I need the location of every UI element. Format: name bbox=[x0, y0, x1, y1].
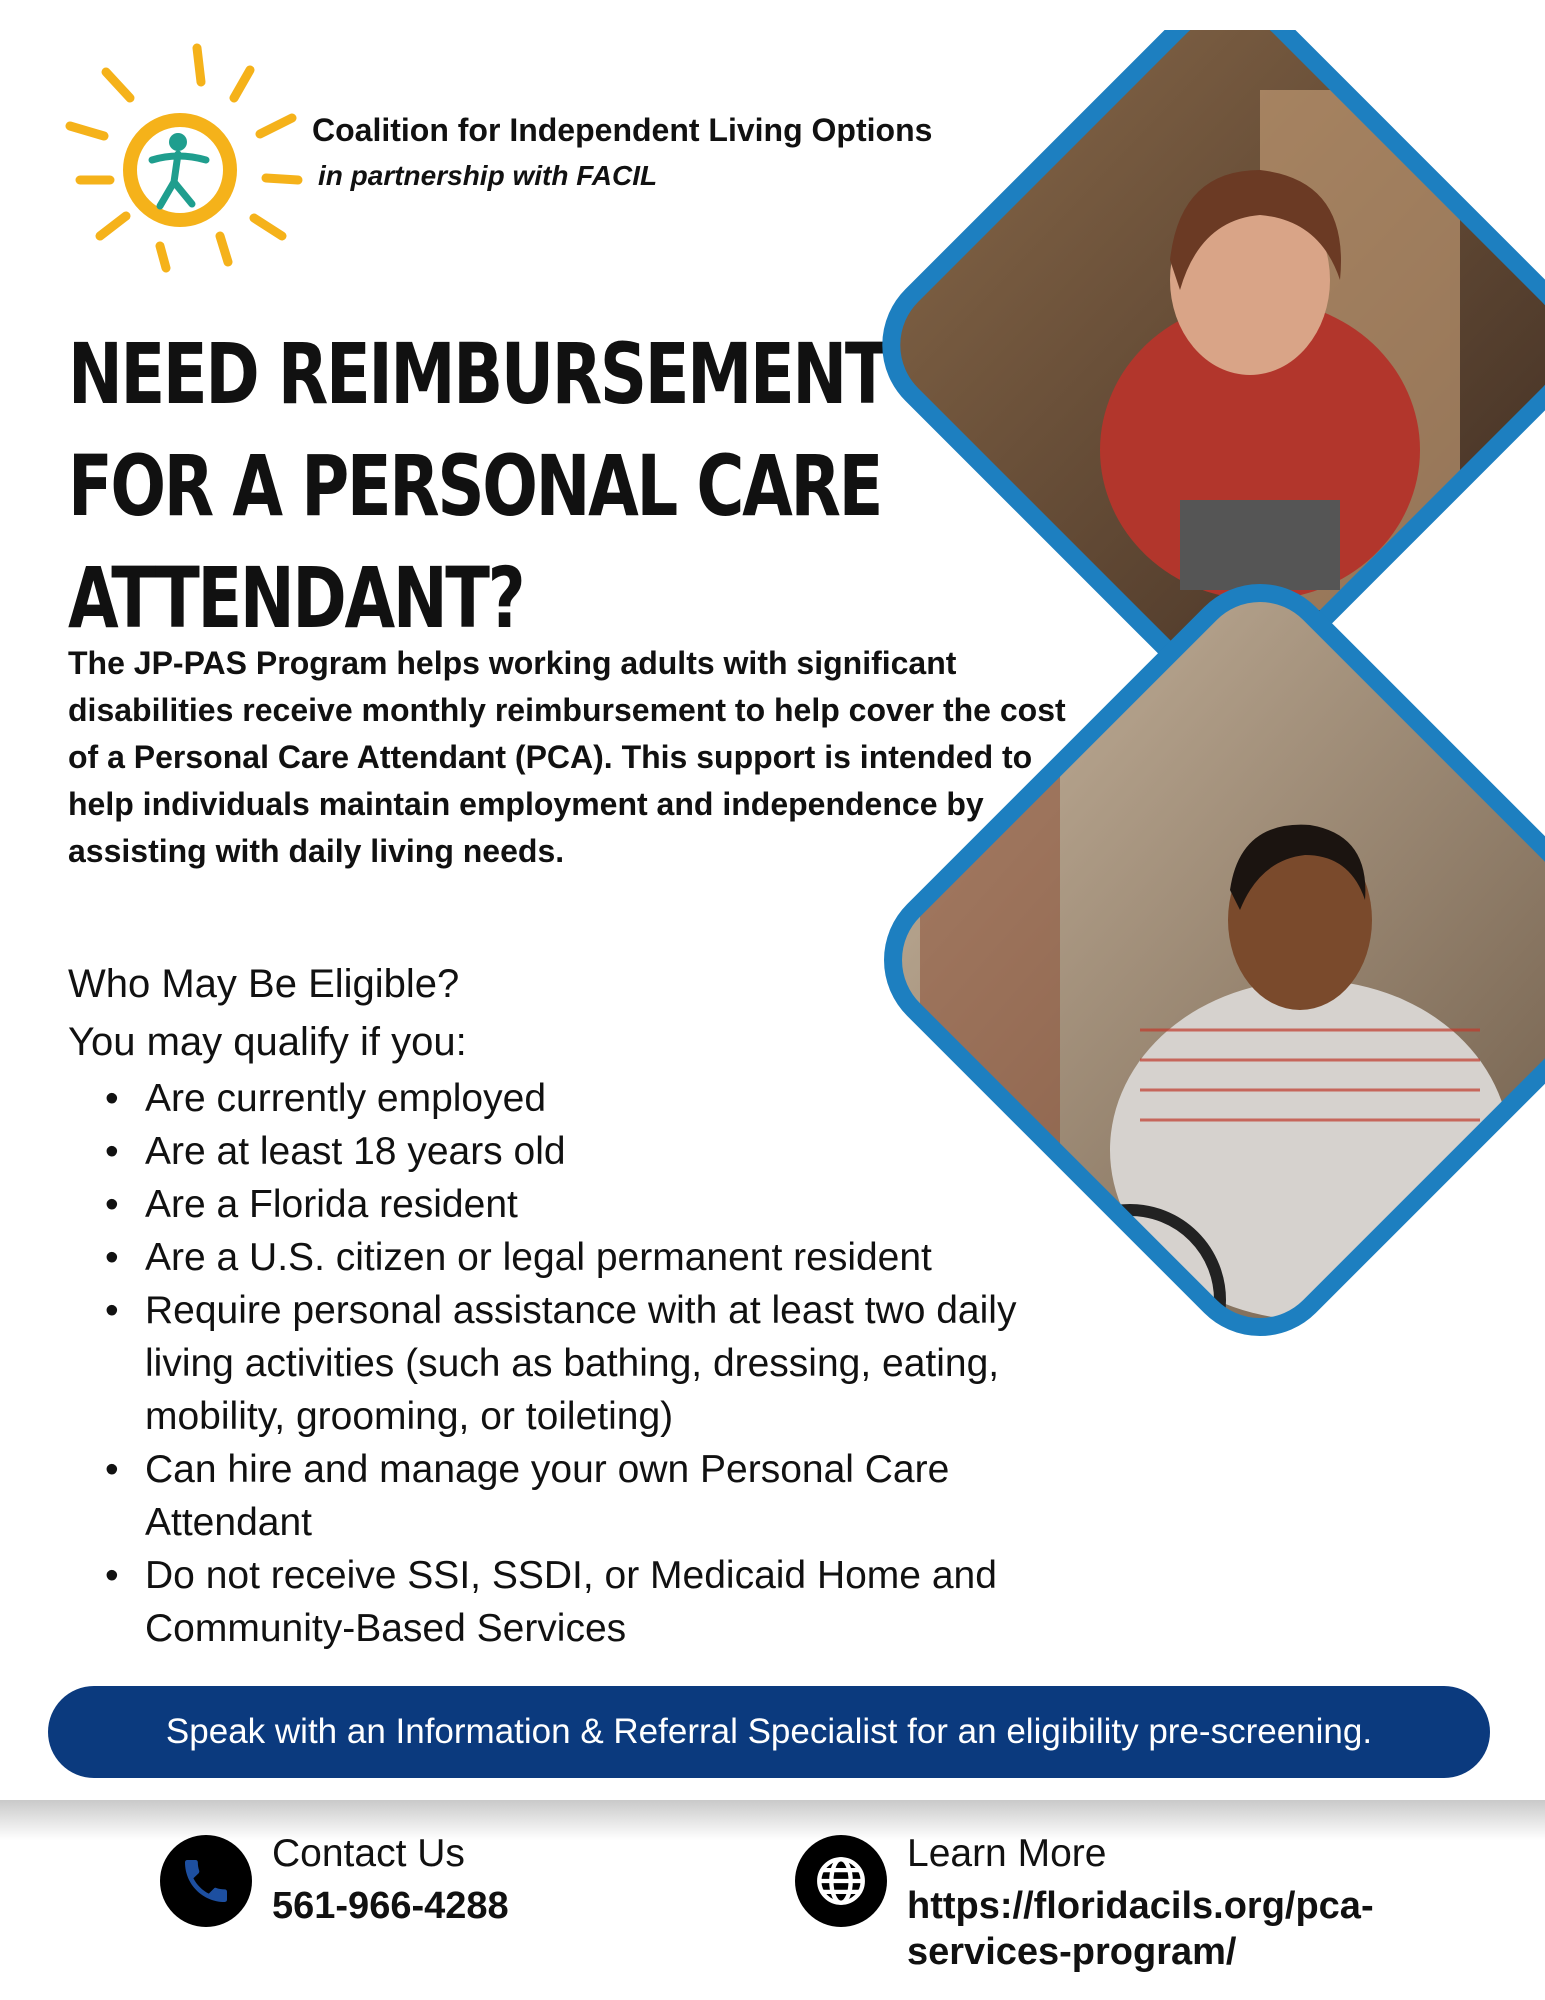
criteria-item: • Can hire and manage your own Personal Care Attendant bbox=[105, 1448, 950, 1544]
headline-line-1: NEED REIMBURSEMENT bbox=[68, 325, 888, 423]
criteria-item: • Are currently employed bbox=[105, 1077, 547, 1120]
org-name: Coalition for Independent Living Options bbox=[312, 112, 933, 148]
globe-glyph bbox=[812, 1852, 870, 1910]
criteria-item: • Are a U.S. citizen or legal permanent resident bbox=[105, 1236, 932, 1279]
criteria-text: Are a U.S. citizen or legal permanent resident bbox=[145, 1236, 932, 1279]
headline bbox=[68, 318, 888, 654]
criteria-item: • Are a Florida resident bbox=[105, 1183, 518, 1226]
criteria-text: Are currently employed bbox=[145, 1077, 547, 1120]
criteria-text: Are at least 18 years old bbox=[145, 1130, 566, 1173]
criteria-text: Are a Florida resident bbox=[145, 1183, 518, 1226]
cta-banner bbox=[48, 1686, 1490, 1778]
criteria-text: Require personal assistance with at least two daily living activities (such as bathing, dressing, eating, mobility, grooming, or toileting) bbox=[145, 1289, 1017, 1438]
globe-icon[interactable] bbox=[795, 1835, 887, 1927]
learn-more-label: Learn More bbox=[907, 1832, 1107, 1875]
criteria-item: • Do not receive SSI, SSDI, or Medicaid Home and Community-Based Services bbox=[105, 1554, 997, 1650]
learn-more-link[interactable]: https://floridacils.org/pca-services-program/ bbox=[907, 1885, 1374, 1973]
eligibility-title: Who May Be Eligible? bbox=[68, 962, 460, 1006]
headline-line-3: ATTENDANT? bbox=[68, 549, 524, 647]
contact-label: Contact Us bbox=[272, 1832, 465, 1875]
criteria-text: Can hire and manage your own Personal Care Attendant bbox=[145, 1448, 950, 1544]
criteria-item: • Are at least 18 years old bbox=[105, 1130, 566, 1173]
photo-collage bbox=[880, 30, 1545, 1570]
phone-icon[interactable] bbox=[160, 1835, 252, 1927]
contact-phone[interactable]: 561-966-4288 bbox=[272, 1885, 509, 1927]
eligibility-intro: You may qualify if you: bbox=[68, 1020, 467, 1064]
cta-text: Speak with an Information & Referral Specialist for an eligibility pre-screening. bbox=[165, 1712, 1373, 1751]
headline-line-2: FOR A PERSONAL CARE bbox=[68, 437, 882, 535]
photo-man bbox=[880, 590, 1545, 1390]
sun-logo-icon bbox=[60, 40, 310, 280]
program-description: The JP-PAS Program helps working adults with significant disabilities receive monthly reimbursement to help cover the cost of a Personal Care Attendant (PCA). This support is intended to help individuals maintain employment and independence by assisting with daily living needs. bbox=[68, 645, 1066, 869]
criteria-item: • Require personal assistance with at least two daily living activities (such as bathing, dressing, eating, mobility, grooming, or toileting) bbox=[105, 1289, 1017, 1438]
criteria-text: Do not receive SSI, SSDI, or Medicaid Home and Community-Based Services bbox=[145, 1554, 997, 1650]
footer-divider bbox=[0, 1800, 1545, 1840]
phone-glyph bbox=[178, 1853, 234, 1909]
org-subtitle: in partnership with FACIL bbox=[318, 160, 658, 191]
